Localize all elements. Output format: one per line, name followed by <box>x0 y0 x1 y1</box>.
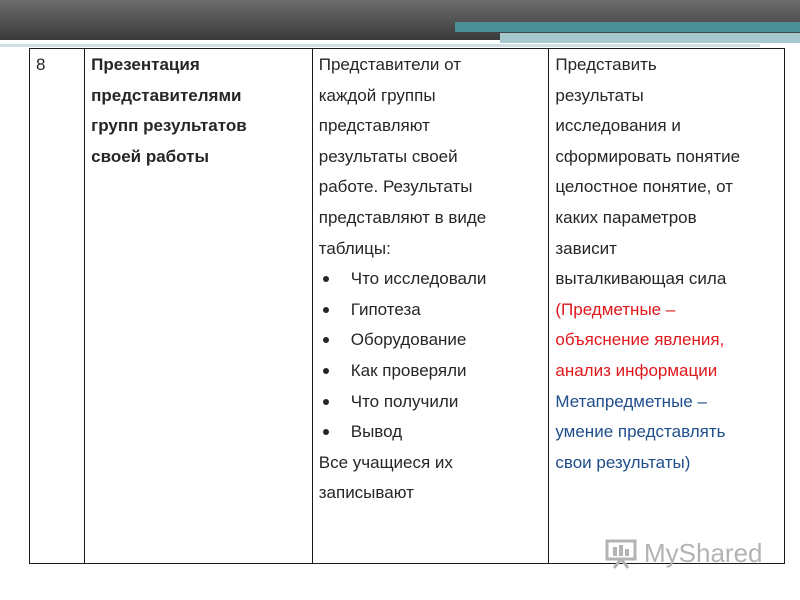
activity-line: Представители от <box>318 55 461 74</box>
activity-line: результаты своей <box>318 146 458 166</box>
header-accent-stripe-light <box>500 33 800 43</box>
header-accent-stripe <box>455 22 800 32</box>
bullet-icon <box>323 399 329 405</box>
activity-line: Все учащиеся их <box>318 452 453 472</box>
meta-result-line: свои результаты) <box>555 452 691 472</box>
subject-result-line: объяснение явления, <box>555 330 725 350</box>
table-row <box>30 49 785 564</box>
activity-line: таблицы: <box>318 238 391 258</box>
bullet-icon <box>323 337 329 343</box>
goal-line: выталкивающая сила <box>555 269 727 289</box>
list-item <box>319 295 545 326</box>
goal-line: зависит <box>555 238 617 258</box>
list-item <box>319 264 545 295</box>
stage-line: Презентация <box>91 55 200 74</box>
meta-result-line: Метапредметные – <box>555 391 707 411</box>
row-number: 8 <box>36 55 46 74</box>
presentation-board-icon <box>604 537 638 569</box>
row-number-cell <box>30 49 85 564</box>
activity-line: каждой группы <box>318 85 436 105</box>
list-item-label: Что исследовали <box>350 269 487 289</box>
activity-line: представляют в виде <box>318 207 487 227</box>
stage-line: своей работы <box>91 146 209 166</box>
list-item <box>319 356 545 387</box>
activity-line: представляют <box>318 116 430 136</box>
list-item <box>319 387 545 418</box>
list-item-label: Что получили <box>350 391 459 411</box>
stage-line: представителями <box>91 85 242 105</box>
goal-line: каких параметров <box>555 207 697 227</box>
subject-result-line: (Предметные – <box>555 299 676 319</box>
activity-line: записывают <box>318 483 414 503</box>
goal-line: целостное понятие, от <box>555 177 733 197</box>
list-item <box>319 417 545 448</box>
bullet-icon <box>323 276 329 282</box>
activity-line: работе. Результаты <box>318 177 473 197</box>
bullet-icon <box>323 429 329 435</box>
bullet-icon <box>323 307 329 313</box>
bullet-icon <box>323 368 329 374</box>
goals-cell <box>549 49 785 564</box>
header-divider <box>0 44 760 47</box>
activity-cell <box>312 49 549 564</box>
meta-result-line: умение представлять <box>555 422 726 442</box>
goal-line: Представить <box>555 55 657 74</box>
activity-bullet-list <box>319 264 545 448</box>
watermark-text: MyShared <box>644 537 763 568</box>
stage-line: групп результатов <box>91 116 247 136</box>
list-item-label: Вывод <box>350 422 403 442</box>
lesson-plan-table <box>29 48 785 564</box>
subject-result-line: анализ информации <box>555 360 718 380</box>
list-item-label: Оборудование <box>350 330 467 350</box>
goal-line: сформировать понятие <box>555 146 741 166</box>
goal-line: результаты <box>555 85 644 105</box>
goal-line: исследования и <box>555 116 681 136</box>
list-item <box>319 325 545 356</box>
list-item-label: Как проверяли <box>350 360 467 380</box>
myshared-watermark <box>604 535 763 571</box>
stage-cell <box>85 49 313 564</box>
list-item-label: Гипотеза <box>350 299 421 319</box>
